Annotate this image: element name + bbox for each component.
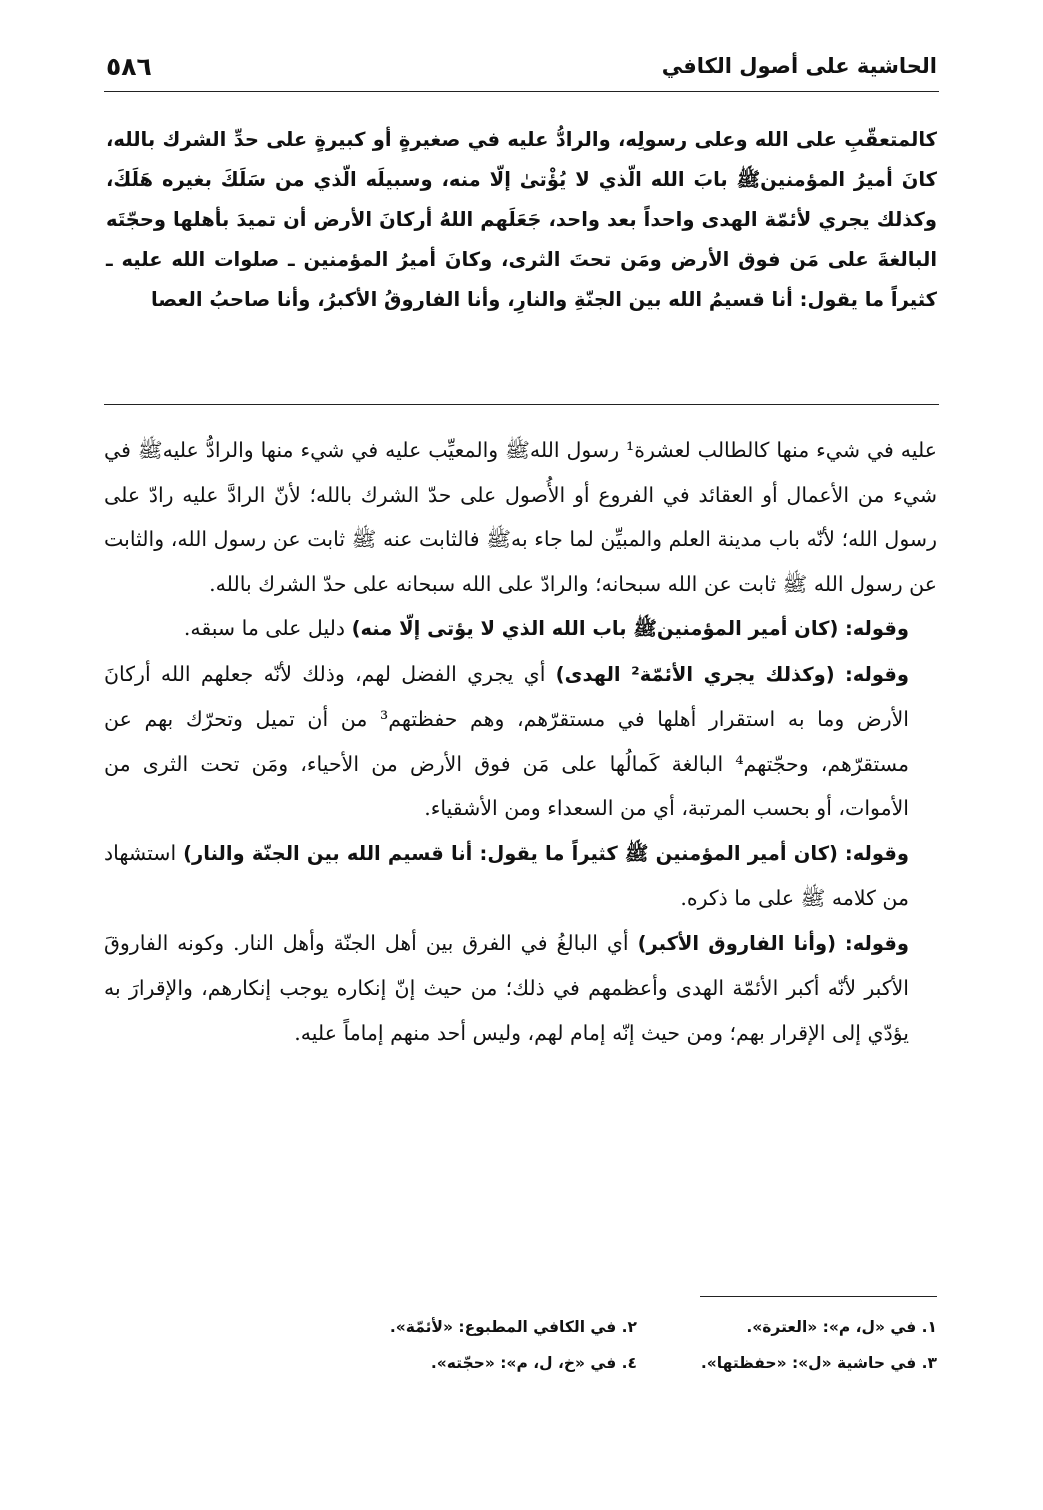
commentary-explanation: أي البالغُ في الفرق بين أهل الجنّة وأهل النار. وكونه الفاروقَ الأكبر لأنّه أكبر الأئمّة الهدى وأعظمهم في ذلك؛ من حيث إنّ إنكاره يوجب إنكارهم، والإقرارَ به يؤدّي إلى الإقرار بهم؛ ومن حيث إنّه إمام لهم، وليس أحد منهم إماماً عليه. [104,930,909,1045]
commentary-keyword: وقوله: [844,662,909,686]
footnote-2: ٢. في الكافي المطبوع: «لأئمّة». [389,1318,637,1336]
commentary-keyword: وقوله: [844,617,909,640]
commentary-paragraph-4 [104,831,937,921]
footnote-row [230,1354,937,1390]
footnote-4: ٤. في «خ، ل، م»: «حجّته». [430,1354,637,1372]
footnote-3: ٣. في حاشية «ل»: «حفظتها». [700,1354,937,1372]
page-number: ٥٨٦ [106,52,152,81]
commentary-paragraph-3 [104,652,937,831]
commentary-explanation: دليل على ما سبقه. [183,616,346,640]
hadith-paragraph: كالمتعقّبِ على الله وعلى رسولِه، والرادُّ عليه في صغيرةٍ أو كبيرةٍ على حدِّ الشرك بالله، كانَ أميرُ المؤمنينﷺ بابَ الله الّذي لا يُؤْتىٰ إلّا منه، وسبيلَه الّذي من سَلَكَ بغيره هَلَكَ، وكذلك يجري لأئمّة الهدى واحداً بعد واحد، جَعَلَهم اللهُ أركانَ الأرض أن تميدَ بأهلها وحجّتَه البالغةَ على مَن فوق الأرض ومَن تحتَ الثرى، وكانَ أميرُ المؤمنين ـ صلوات الله عليه ـ كثيراً ما يقول: أنا قسيمُ الله بين الجنّةِ والنارِ، وأنا الفاروقُ الأكبرُ، وأنا صاحبُ العصا [106,128,937,311]
hadith-text [106,120,937,320]
commentary-section [104,428,937,1055]
header-divider [104,91,939,92]
commentary-paragraph-5 [104,921,937,1056]
page-header [106,52,937,90]
commentary-quote: (وأنا الفاروق الأكبر) [637,931,836,955]
commentary-explanation: استشهاد من كلامه ﷺ على ما ذكره. [104,840,909,910]
commentary-quote: (كان أمير المؤمنينﷺ باب الله الذي لا يؤتى إلّا منه) [351,617,839,640]
footnote-divider [700,1296,937,1297]
commentary-paragraph-1: عليه في شيء منها كالطالب لعشرة¹ رسول اللهﷺ والمعيِّب عليه في شيء منها والرادُّ عليهﷺ في شيء من الأعمال أو العقائد في الفروع أو الأُصول على حدّ الشرك بالله؛ لأنّ الرادَّ عليه رادّ على رسول الله؛ لأنّه باب مدينة العلم والمبيِّن لما جاء بهﷺ فالثابت عنه ﷺ ثابت عن رسول الله، والثابت عن رسول الله ﷺ ثابت عن الله سبحانه؛ والرادّ على الله سبحانه على حدّ الشرك بالله. [104,438,937,596]
footnote-1: ١. في «ل، م»: «العترة». [746,1318,937,1336]
footnotes [230,1318,937,1390]
footnote-row [230,1318,937,1354]
commentary-explanation: أي يجري الفضل لهم، وذلك لأنّه جعلهم الله أركانَ الأرض وما به استقرار أهلها في مستقرّهم، وهم حفظتهم³ من أن تميل وتحرّك بهم عن مستقرّهم، وحجّتهم⁴ البالغة كَمالُها على مَن فوق الأرض من الأحياء، ومَن تحت الثرى من الأموات، أو بحسب المرتبة، أي من السعداء ومن الأشقياء. [104,661,910,820]
running-title: الحاشية على أصول الكافي [661,54,937,78]
commentary-quote: (وكذلك يجري الأئمّة² الهدى) [555,662,835,686]
commentary-keyword: وقوله: [844,841,909,865]
commentary-paragraph-2 [104,606,937,652]
commentary-keyword: وقوله: [844,931,909,955]
commentary-quote: (كان أمير المؤمنين ﷺ كثيراً ما يقول: أنا قسيم الله بين الجنّة والنار) [183,841,838,865]
text-divider [104,404,939,405]
